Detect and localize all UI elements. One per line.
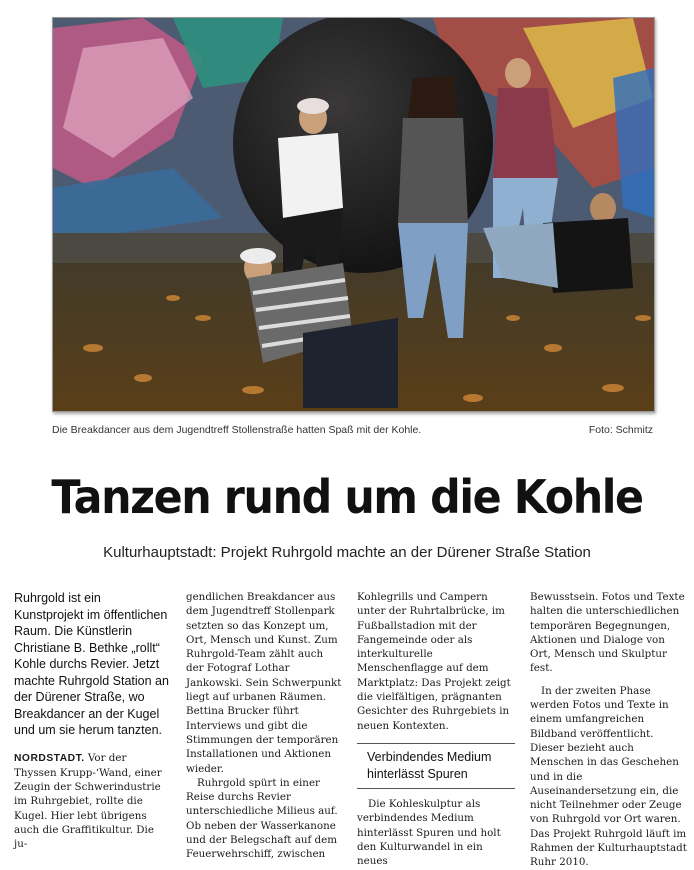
headline: Tanzen rund um die Kohle <box>51 470 643 524</box>
caption-row <box>52 424 653 440</box>
column-2 <box>186 590 342 862</box>
article-photo <box>52 17 655 412</box>
body-text: Vor der Thyssen Krupp-‘Wand‚ einer Zeugin der Schwerindustrie im Ruhrgebiet, rollte die Kugel. Hier lebt übrigens auch die Graffitikultur. Die ju- <box>14 751 162 851</box>
body-paragraph-7: In der zweiten Phase werden Fotos und Texte in einem umfangreichen Bildband veröffentlicht. Dieser bezieht auch Menschen in das Geschehen und in die Auseinandersetzung ein, die nicht Teilnehmer oder Zeuge von Ruhrgold vor Ort waren. Das Projekt Ruhrgold läuft im Rahmen der Kulturhauptstadt Ruhr 2010. <box>530 684 687 869</box>
body-paragraph-5: Die Kohleskulptur als verbindendes Medium hinterlässt Spuren und holt den Kulturwandel in ein neues <box>357 797 501 868</box>
column-3 <box>357 590 515 868</box>
dateline: NORDSTADT. <box>14 752 85 764</box>
subheadline: Kulturhauptstadt: Projekt Ruhrgold machte an der Dürener Straße Station <box>103 544 591 561</box>
column-1 <box>14 590 170 852</box>
body-paragraph-3: Ruhrgold spürt in einer Reise durchs Revier unterschiedliche Milieus auf. Ob neben der Wasserkanone und der Belegschaft auf dem Feuerwehrschiff, zwischen <box>186 776 338 861</box>
photo-credit: Foto: Schmitz <box>588 424 653 436</box>
body-paragraph-4: Kohlegrills und Campern unter der Ruhrtalbrücke, im Fußballstadion mit der Fangemeinde oder als interkulturelle Menschenflagge auf dem Marktplatz: Das Projekt zeigt die vielfältigen, prägnanten Gesichter des Ruhrgebiets in neuen Kontexten. <box>357 591 511 732</box>
lead-paragraph: Ruhrgold ist ein Kunstprojekt im öffentlichen Raum. Die Künstlerin Christiane B. Bethke „rollt“ Kohle durchs Revier. Jetzt machte Ruhrgold Station an der Dürener Straße, wo Breakdancer an der Kugel und um sie herum tanzten. <box>14 591 169 737</box>
body-paragraph-1 <box>14 751 170 852</box>
photo-caption: Die Breakdancer aus dem Jugendtreff Stollenstraße hatten Spaß mit der Kohle. <box>52 424 422 436</box>
body-paragraph-6: Bewusstsein. Fotos und Texte halten die unterschiedlichen temporären Begegnungen, Aktionen und Dialoge von Ort, Mensch und Skulptur fest. <box>530 591 685 675</box>
body-paragraph-2: gendlichen Breakdancer aus dem Jugendtreff Stollenpark setzten so das Konzept um, Ort, Mensch und Kunst. Zum Ruhrgold-Team zählt auch der Fotograf Lothar Jankowski. Sein Schwerpunkt liegt auf urbanen Räumen. Bettina Brucker führt Interviews und gibt die Stimmungen der temporären Installationen und Aktionen wieder. <box>186 591 342 775</box>
pull-quote: Verbindendes Medium hinterlässt Spuren <box>357 743 515 789</box>
column-4 <box>530 590 688 870</box>
